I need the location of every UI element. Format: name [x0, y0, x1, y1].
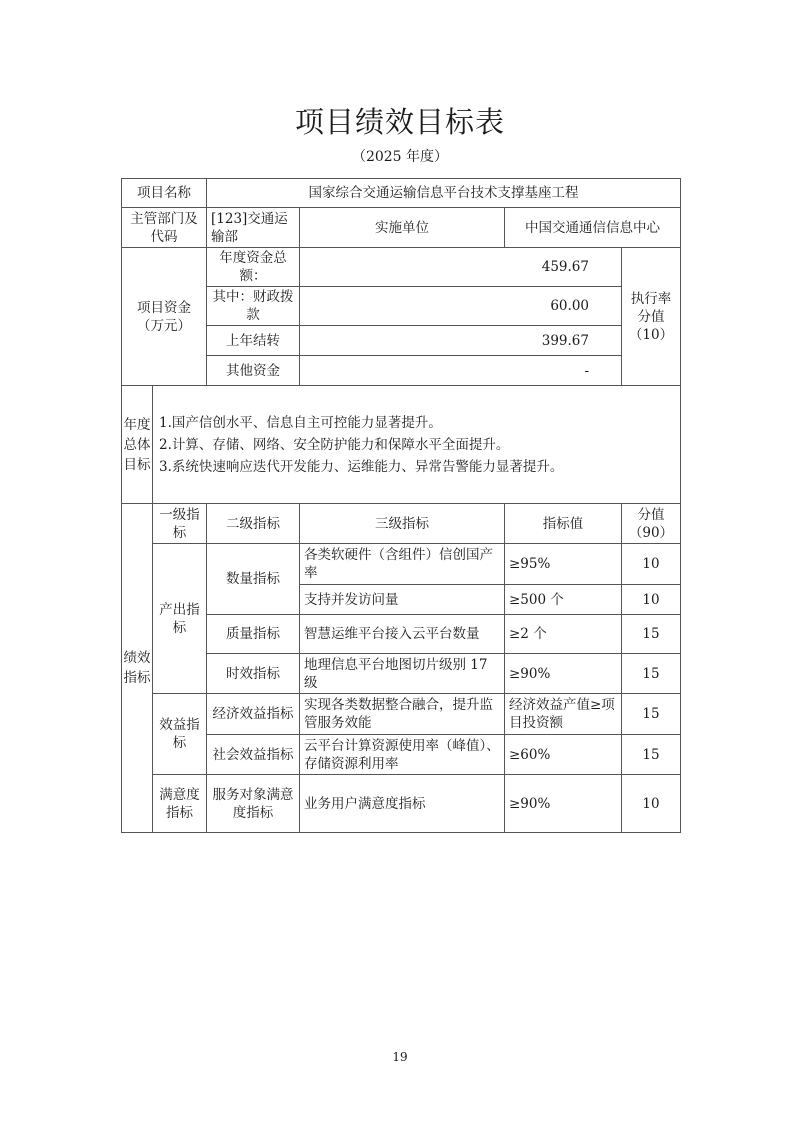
- header-value: 指标值: [505, 504, 622, 544]
- indicator-score: 15: [622, 694, 681, 735]
- annual-funds-value: 459.67: [300, 248, 622, 287]
- performance-table: [121, 178, 681, 833]
- indicator-name: 支持并发访问量: [300, 585, 505, 615]
- indicator-value: ≥95%: [505, 544, 622, 585]
- social-indicator-label: 社会效益指标: [207, 735, 300, 775]
- indicator-value: 经济效益产值≥项目投资额: [505, 694, 622, 735]
- indicator-name: 业务用户满意度指标: [300, 775, 505, 833]
- page-number: 19: [392, 1050, 408, 1064]
- page-subtitle: （2025 年度）: [351, 149, 449, 165]
- carryover-label: 上年结转: [207, 326, 300, 356]
- other-funds-label: 其他资金: [207, 356, 300, 386]
- indicator-score: 10: [622, 585, 681, 615]
- project-name-label: 项目名称: [122, 179, 207, 208]
- impl-label: 实施单位: [300, 208, 505, 248]
- indicator-value: ≥90%: [505, 775, 622, 833]
- indicator-value: ≥2 个: [505, 615, 622, 654]
- goal-item-1: 1.国产信创水平、信息自主可控能力显著提升。: [159, 414, 442, 431]
- indicator-name: 实现各类数据整合融合，提升监管服务效能: [300, 694, 505, 735]
- fiscal-funds-value: 60.00: [300, 287, 622, 326]
- indicator-value: ≥500 个: [505, 585, 622, 615]
- carryover-value: 399.67: [300, 326, 622, 356]
- indicator-name: 云平台计算资源使用率（峰值）、存储资源利用率: [300, 735, 505, 775]
- output-indicator-label: 产出指标: [153, 544, 207, 694]
- indicator-value: ≥90%: [505, 654, 622, 694]
- project-name-value: 国家综合交通运输信息平台技术支撑基座工程: [207, 179, 681, 208]
- other-funds-value: -: [300, 356, 622, 386]
- header-level2: 二级指标: [207, 504, 300, 544]
- benefit-indicator-label: 效益指标: [153, 694, 207, 775]
- page-title: 项目绩效目标表: [294, 105, 505, 139]
- timeliness-indicator-label: 时效指标: [207, 654, 300, 694]
- fiscal-funds-label: 其中：财政拨款: [207, 287, 300, 326]
- economic-indicator-label: 经济效益指标: [207, 694, 300, 735]
- goal-item-3: 3.系统快速响应迭代开发能力、运维能力、异常告警能力显著提升。: [159, 458, 564, 475]
- indicator-name: 地理信息平台地图切片级别 17 级: [300, 654, 505, 694]
- indicators-label: 绩效指标: [122, 504, 153, 833]
- dept-label: 主管部门及代码: [122, 208, 207, 248]
- indicator-name: 智慧运维平台接入云平台数量: [300, 615, 505, 654]
- service-satisfaction-label: 服务对象满意度指标: [207, 775, 300, 833]
- header-level3: 三级指标: [300, 504, 505, 544]
- goal-item-2: 2.计算、存储、网络、安全防护能力和保障水平全面提升。: [159, 436, 510, 453]
- indicator-name: 各类软硬件（含组件）信创国产率: [300, 544, 505, 585]
- dept-value: [123]交通运输部: [207, 208, 300, 248]
- satisfaction-indicator-label: 满意度指标: [153, 775, 207, 833]
- goals-content: [153, 386, 681, 504]
- funds-label: 项目资金（万元）: [122, 248, 207, 386]
- indicator-value: ≥60%: [505, 735, 622, 775]
- goals-label: 年度总体目标: [122, 386, 153, 504]
- indicator-score: 10: [622, 775, 681, 833]
- indicator-score: 15: [622, 654, 681, 694]
- indicator-score: 10: [622, 544, 681, 585]
- impl-value: 中国交通通信信息中心: [505, 208, 681, 248]
- indicator-score: 15: [622, 735, 681, 775]
- annual-funds-label: 年度资金总额：: [207, 248, 300, 287]
- indicator-score: 15: [622, 615, 681, 654]
- quality-indicator-label: 质量指标: [207, 615, 300, 654]
- exec-rate-label: 执行率分值（10）: [622, 248, 681, 386]
- quantity-indicator-label: 数量指标: [207, 544, 300, 615]
- header-score: 分值（90）: [622, 504, 681, 544]
- header-level1: 一级指标: [153, 504, 207, 544]
